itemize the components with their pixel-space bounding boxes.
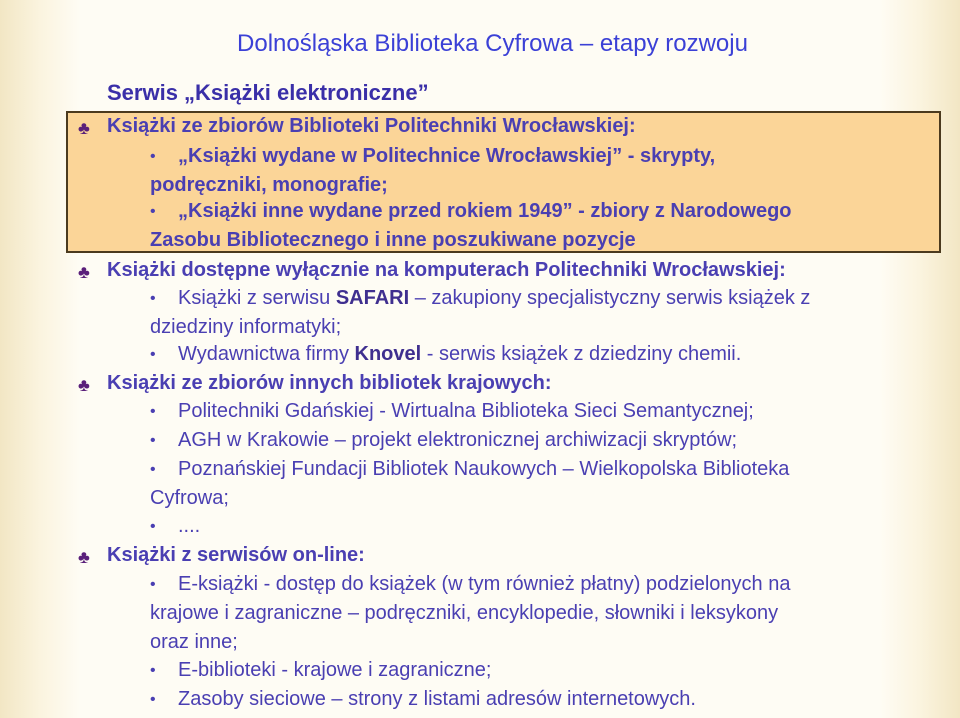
bullet-icon: • xyxy=(150,518,156,535)
list-item-line: Zasoby sieciowe – strony z listami adresów internetowych. xyxy=(178,688,696,710)
list-item-line: Wydawnictwa firmy Knovel - serwis książek z dziedziny chemii. xyxy=(178,343,742,365)
list-item-line: „Książki inne wydane przed rokiem 1949” - zbiory z Narodowego xyxy=(178,200,792,222)
club-icon: ♣ xyxy=(78,118,90,138)
list-item-line: Politechniki Gdańskiej - Wirtualna Biblioteka Sieci Semantycznej; xyxy=(178,400,754,422)
list-item-line: E-biblioteki - krajowe i zagraniczne; xyxy=(178,659,492,681)
list-item-line: dziedziny informatyki; xyxy=(150,316,342,338)
bullet-icon: • xyxy=(150,148,156,165)
bullet-icon: • xyxy=(150,403,156,420)
section-header: Książki z serwisów on-line: xyxy=(107,544,365,566)
slide-title: Dolnośląska Biblioteka Cyfrowa – etapy rozwoju xyxy=(237,30,748,57)
list-item-line: AGH w Krakowie – projekt elektronicznej archiwizacji skryptów; xyxy=(178,429,738,451)
section-header: Książki ze zbiorów innych bibliotek krajowych: xyxy=(107,372,552,394)
club-icon: ♣ xyxy=(78,375,90,395)
list-item-line: „Książki wydane w Politechnice Wrocławskiej” - skrypty, xyxy=(178,145,716,167)
bullet-icon: • xyxy=(150,576,156,593)
bullet-icon: • xyxy=(150,203,156,220)
list-item-line: krajowe i zagraniczne – podręczniki, encyklopedie, słowniki i leksykony xyxy=(150,602,779,624)
bullet-icon: • xyxy=(150,346,156,363)
bullet-icon: • xyxy=(150,691,156,708)
section-header: Książki dostępne wyłącznie na komputerach Politechniki Wrocławskiej: xyxy=(107,259,786,281)
list-item-line: E-książki - dostęp do książek (w tym również płatny) podzielonych na xyxy=(178,573,791,595)
list-item-line: Zasobu Bibliotecznego i inne poszukiwane pozycje xyxy=(150,229,636,251)
list-item-line: Cyfrowa; xyxy=(150,487,229,509)
list-item-line: Poznańskiej Fundacji Bibliotek Naukowych – Wielkopolska Biblioteka xyxy=(178,458,790,480)
club-icon: ♣ xyxy=(78,262,90,282)
slide-heading: Serwis „Książki elektroniczne” xyxy=(107,80,429,105)
bullet-icon: • xyxy=(150,432,156,449)
list-item-line: podręczniki, monografie; xyxy=(150,174,388,196)
bullet-icon: • xyxy=(150,662,156,679)
club-icon: ♣ xyxy=(78,547,90,567)
bullet-icon: • xyxy=(150,290,156,307)
list-item-line: oraz inne; xyxy=(150,631,238,653)
list-item-line: Książki z serwisu SAFARI – zakupiony specjalistyczny serwis książek z xyxy=(178,287,811,309)
bullet-icon: • xyxy=(150,461,156,478)
list-item-line: .... xyxy=(178,515,201,537)
section-header: Książki ze zbiorów Biblioteki Politechniki Wrocławskiej: xyxy=(107,115,636,137)
